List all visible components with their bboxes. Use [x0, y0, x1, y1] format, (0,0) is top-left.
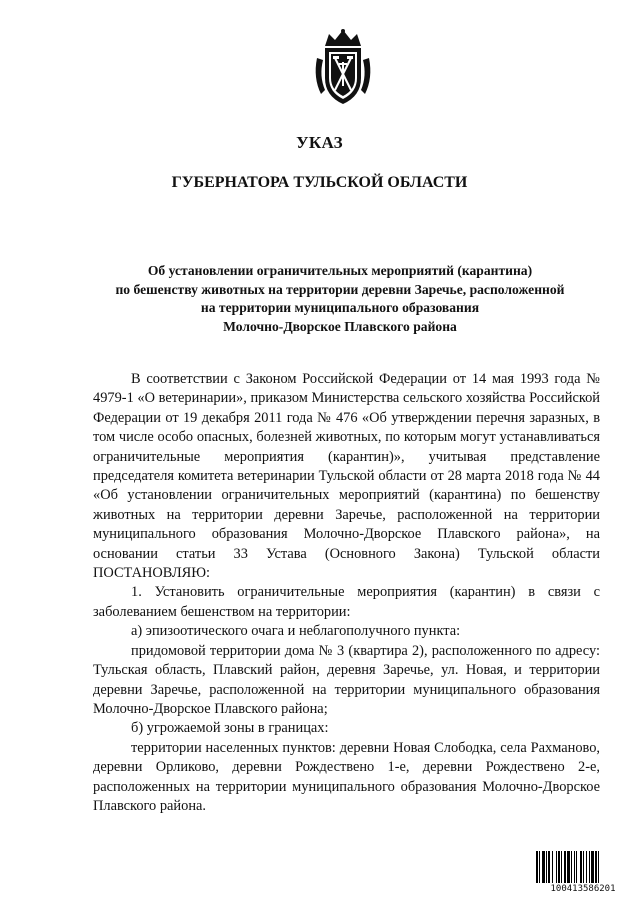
barcode-bar	[595, 851, 597, 883]
preamble-paragraph: В соответствии с Законом Российской Федерации от 14 мая 1993 года № 4979-1 «О ветеринарии», приказом Министерства сельского хозяйства Российской Федерации от 19 декабря 2011 года № 476 «Об утверждении перечня заразных, в том числе особо опасных, болезней животных, по которым могут устанавливаться ограничительные мероприятия (карантин)», учитывая представление председателя комитета ветеринарии Тульской области от 28 марта 2018 года № 44 «Об установлении ограничительных мероприятий (карантина) по бешенству животных на территории деревни Заречье, расположенной на территории муниципального образования Молочно-Дворское Плавского района», на основании статьи 33 Устава (Основного Закона) Тульской области ПОСТАНОВЛЯЮ:	[93, 371, 600, 582]
heading-line: Молочно-Дворское Плавского района	[223, 318, 457, 334]
barcode-bar	[556, 851, 557, 883]
tula-coat-of-arms-icon	[311, 28, 375, 108]
barcode-bar	[561, 851, 562, 883]
decree-body	[93, 370, 600, 816]
heading-line: Об установлении ограничительных мероприятий (карантина)	[147, 263, 533, 278]
barcode-bar	[546, 851, 547, 883]
clause-1-paragraph: 1. Установить ограничительные мероприятия (карантин) в связи с заболеванием бешенством на территории:	[93, 584, 600, 620]
barcode-bar	[580, 851, 582, 883]
clause-1b-paragraph: б) угрожаемой зоны в границах:	[131, 720, 329, 737]
barcode-bar	[536, 851, 538, 883]
barcode-bar	[552, 851, 553, 883]
barcode-bar	[567, 851, 570, 883]
clause-1a-detail-paragraph: придомовой территории дома № 3 (квартира 2), расположенного по адресу: Тульская область, Плавский район, деревня Заречье, ул. Новая, и территории деревни Заречье, расположенной на территории муниципального образования Молочно-Дворское Плавского района;	[93, 642, 600, 717]
barcode-bar	[548, 851, 550, 883]
barcode-bar	[586, 851, 587, 883]
decree-issuer: ГУБЕРНАТОРА ТУЛЬСКОЙ ОБЛАСТИ	[171, 174, 468, 191]
barcode-bar	[558, 851, 560, 883]
clause-1a-paragraph: а) эпизоотического очага и неблагополучного пункта:	[131, 623, 461, 640]
barcode-bar	[571, 851, 572, 883]
decree-heading	[60, 262, 620, 336]
barcode-bar	[542, 851, 545, 883]
barcode-bar	[591, 851, 594, 883]
barcode-bar	[576, 851, 577, 883]
clause-1b-detail-paragraph: территории населенных пунктов: деревни Новая Слободка, села Рахманово, деревни Орликово, деревни Рождествено 1-е, деревни Рождествено 2-е, расположенных на территории муниципального образования Молочно-Дворское Плавского района.	[93, 739, 600, 814]
decree-title: УКАЗ	[296, 133, 343, 152]
barcode-bar	[539, 851, 540, 883]
barcode-bar	[574, 851, 575, 883]
barcode-bar	[583, 851, 584, 883]
heading-line: по бешенству животных на территории деревни Заречье, расположенной	[115, 281, 565, 297]
barcode-bar	[589, 851, 590, 883]
barcode-bar	[564, 851, 566, 883]
barcode-number: 100413586201	[535, 884, 631, 895]
barcode-bar	[598, 851, 599, 883]
heading-line: на территории муниципального образования	[200, 300, 480, 315]
